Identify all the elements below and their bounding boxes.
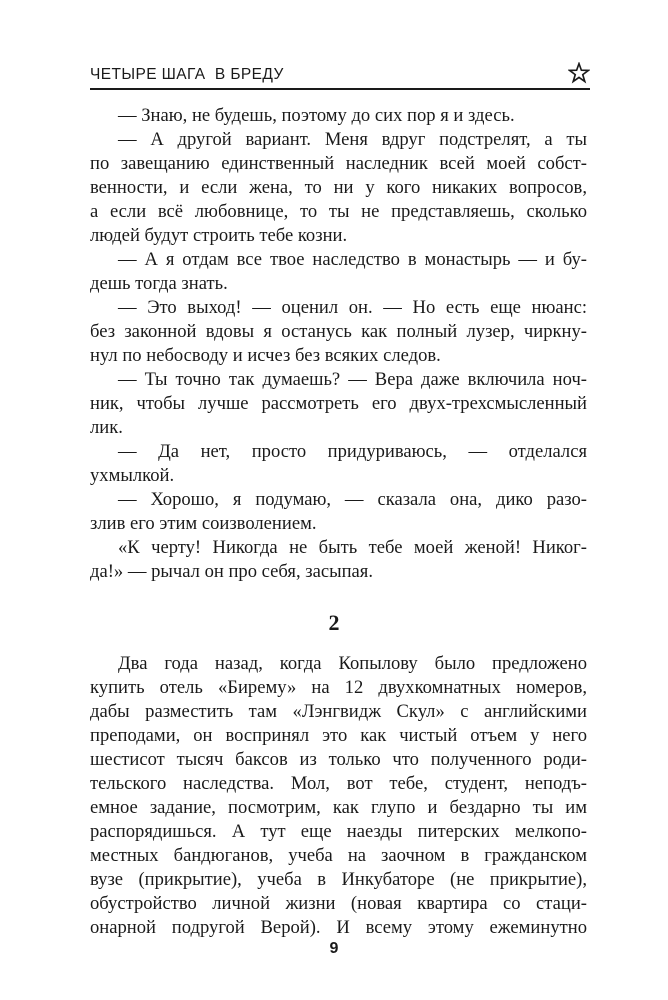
text-line: — А другой вариант. Меня вдруг подстрелят, а ты [118, 129, 587, 150]
text-line: распорядишься. А тут еще наезды питерских мелкопо- [90, 821, 587, 842]
text-line: злив его этим соизволением. [90, 513, 317, 534]
dialogue-section [90, 104, 587, 584]
text-line: дабы разместить там «Лэнгвидж Скул» с английскими [90, 701, 587, 722]
text-line: — Ты точно так думаешь? — Вера даже включила ноч- [118, 369, 587, 390]
text-line: купить отель «Бирему» на 12 двухкомнатных номеров, [90, 677, 587, 698]
text-line: ухмылкой. [90, 465, 175, 486]
text-line: онарной подругой Верой). И всему этому ежеминутно [90, 917, 587, 938]
page-number: 9 [329, 940, 339, 957]
text-line: по завещанию единственный наследник всей моей собст- [90, 153, 587, 174]
text-line: ник, чтобы лучше рассмотреть его двух-трехсмысленный [90, 393, 587, 414]
text-line: шестисот тысяч баксов из только что полученного роди- [90, 749, 587, 770]
text-line: людей будут строить тебе козни. [90, 225, 348, 246]
chapter-opening-paragraph [90, 652, 587, 940]
running-header [90, 64, 590, 90]
text-line: местных бандюганов, учеба на заочном в гражданском [90, 845, 587, 866]
star-outline-icon [568, 62, 590, 84]
text-line: тельского наследства. Мол, вот тебе, студент, неподъ- [90, 773, 587, 794]
text-line: да!» — рычал он про себя, засыпая. [90, 561, 373, 582]
text-line: венности, и если жена, то ни у кого никаких вопросов, [90, 177, 587, 198]
text-line: — Это выход! — оценил он. — Но есть еще нюанс: [118, 297, 587, 318]
text-line: без законной вдовы я останусь как полный лузер, чиркну- [90, 321, 587, 342]
text-line: дешь тогда знать. [90, 273, 228, 294]
text-line: обустройство личной жизни (новая квартира со стаци- [90, 893, 587, 914]
text-line: емное задание, посмотрим, как глупо и бездарно ты им [90, 797, 587, 818]
text-line: «К черту! Никогда не быть тебе моей женой! Никог- [118, 537, 587, 558]
text-line: преподами, он воспринял это как чистый отъем у него [90, 725, 587, 746]
text-line: — Да нет, просто придуриваюсь, — отделался [118, 441, 587, 462]
text-line: нул по небосводу и исчез без всяких следов. [90, 345, 441, 366]
text-line: лик. [90, 417, 123, 438]
text-line: — Знаю, не будешь, поэтому до сих пор я и здесь. [118, 105, 515, 126]
header-rule [90, 88, 590, 90]
text-line: — А я отдам все твое наследство в монастырь — и бу- [118, 249, 587, 270]
chapter-number: 2 [328, 610, 340, 635]
running-header-title: ЧЕТЫРЕ ШАГА В БРЕДУ [90, 66, 284, 83]
text-line: а если всё любовнице, то ты не представляешь, сколько [90, 201, 587, 222]
text-line: Два года назад, когда Копылову было предложено [118, 653, 587, 674]
text-line: вузе (прикрытие), учеба в Инкубаторе (не прикрытие), [90, 869, 587, 890]
text-line: — Хорошо, я подумаю, — сказала она, дико разо- [118, 489, 587, 510]
